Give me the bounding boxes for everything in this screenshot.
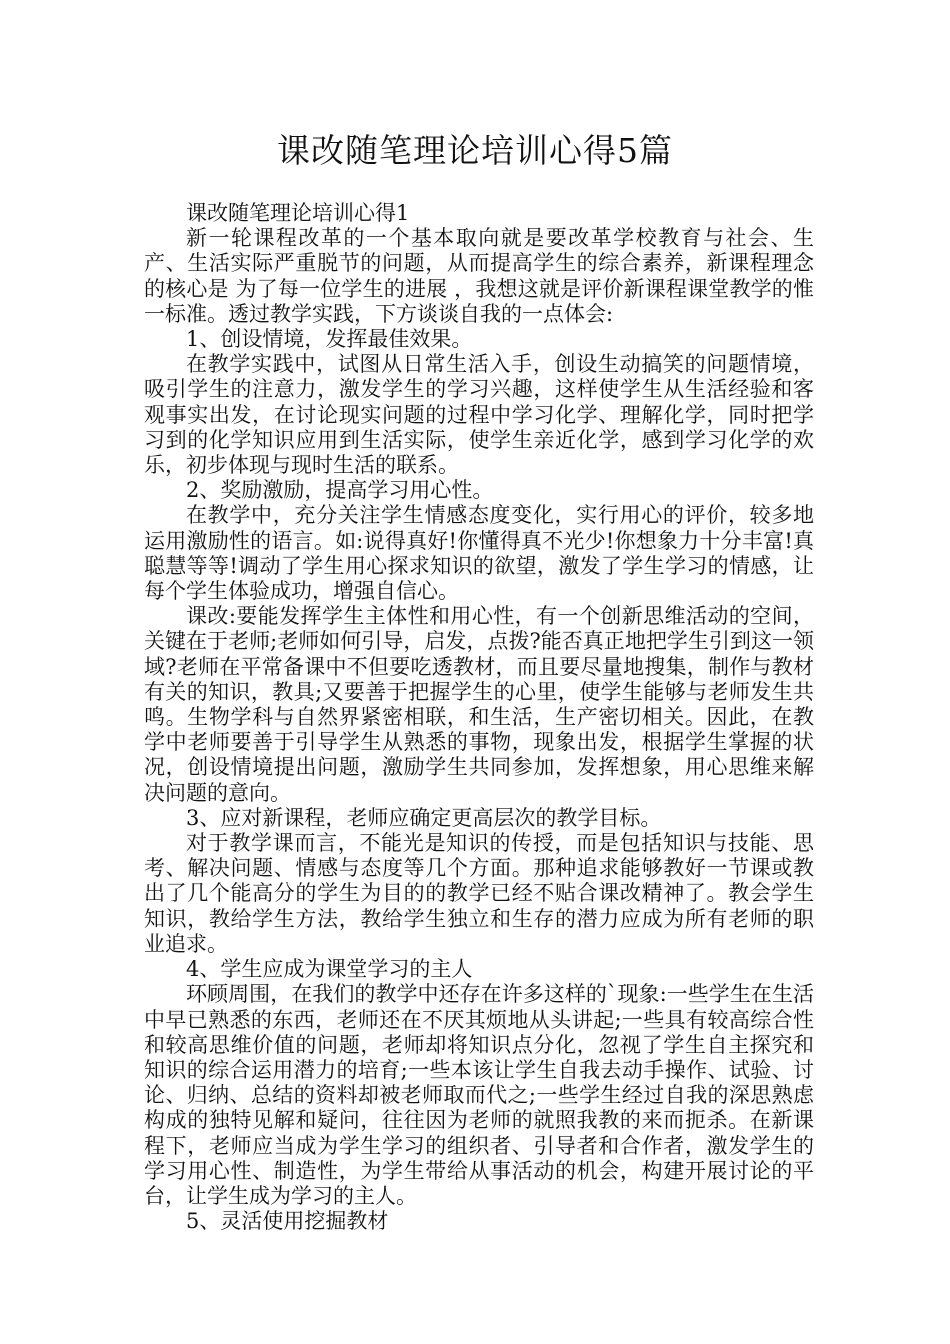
point-heading: 3、应对新课程，老师应确定更高层次的教学目标。 (186, 805, 662, 830)
paragraph: 课改:要能发挥学生主体性和用心性，有一个创新思维活动的空间，关键在于老师;老师如何引导，启发，点拨?能否真正地把学生引到这一领域?老师在平常备课中不但要吃透教材，而且要尽量地搜集，制作与教材有关的知识，教具;又要善于把握学生的心里，使学生能够与老师发生共鸣。生物学科与自然界紧密相联，和生活，生产密切相关。因此，在教学中老师要善于引导学生从熟悉的事物，现象出发，根据学生掌握的状况，创设情境提出问题，激励学生共同参加，发挥想象，用心思维来解决问题的意向。 (144, 604, 814, 805)
paragraph: 在教学中，充分关注学生情感态度变化，实行用心的评价，较多地运用激励性的语言。如:说得真好!你懂得真不光少!你想象力十分丰富!真聪慧等等!调动了学生用心探求知识的欲望，激发了学生学习的情感，让每个学生体验成功，增强自信心。 (144, 503, 814, 604)
paragraph: 环顾周围，在我们的教学中还存在许多这样的`现象:一些学生在生活中早已熟悉的东西，老师还在不厌其烦地从头讲起;一些具有较高综合性和较高思维价值的问题，老师却将知识点分化，忽视了学生自主探究和知识的综合运用潜力的培育;一些本该让学生自我去动手操作、试验、讨论、归纳、总结的资料却被老师取而代之;一些学生经过自我的深思熟虑构成的独特见解和疑问，往往因为老师的就照我教的来而扼杀。在新课程下，老师应当成为学生学习的组织者、引导者和合作者，激发学生的学习用心性、制造性，为学生带给从事活动的机会，构建开展讨论的平台，让学生成为学习的主人。 (144, 982, 814, 1208)
document-title: 课改随笔理论培训心得5篇 (277, 131, 673, 170)
paragraph: 在教学实践中，试图从日常生活入手，创设生动搞笑的问题情境，吸引学生的注意力，激发学生的学习兴趣，这样使学生从生活经验和客观事实出发，在讨论现实问题的过程中学习化学、理解化学，同时把学习到的化学知识应用到生活实际，使学生亲近化学，感到学习化学的欢乐，初步体现与现时生活的联系。 (144, 352, 814, 478)
document-body (144, 201, 814, 1234)
paragraph: 新一轮课程改革的一个基本取向就是要改革学校教育与社会、生产、生活实际严重脱节的问题，从而提高学生的综合素养，新课程理念的核心是 为了每一位学生的进展 ，我想这就是评价新课程课堂教学的惟一标准。透过教学实践，下方谈谈自我的一点体会: (144, 226, 814, 326)
point-heading: 1、创设情境，发挥最佳效果。 (186, 327, 473, 352)
section-heading: 课改随笔理论培训心得1 (186, 201, 410, 225)
paragraph: 对于教学课而言，不能光是知识的传授，而是包括知识与技能、思考、解决问题、情感与态度等几个方面。那种追求能够教好一节课或教出了几个能高分的学生为目的的教学已经不贴合课改精神了。教会学生知识，教给学生方法，教给学生独立和生存的潜力应成为所有老师的职业追求。 (144, 831, 814, 956)
point-heading: 2、奖励激励，提高学习用心性。 (186, 478, 494, 503)
point-heading: 5、灵活使用挖掘教材 (186, 1209, 389, 1234)
point-heading: 4、学生应成为课堂学习的主人 (186, 957, 473, 982)
